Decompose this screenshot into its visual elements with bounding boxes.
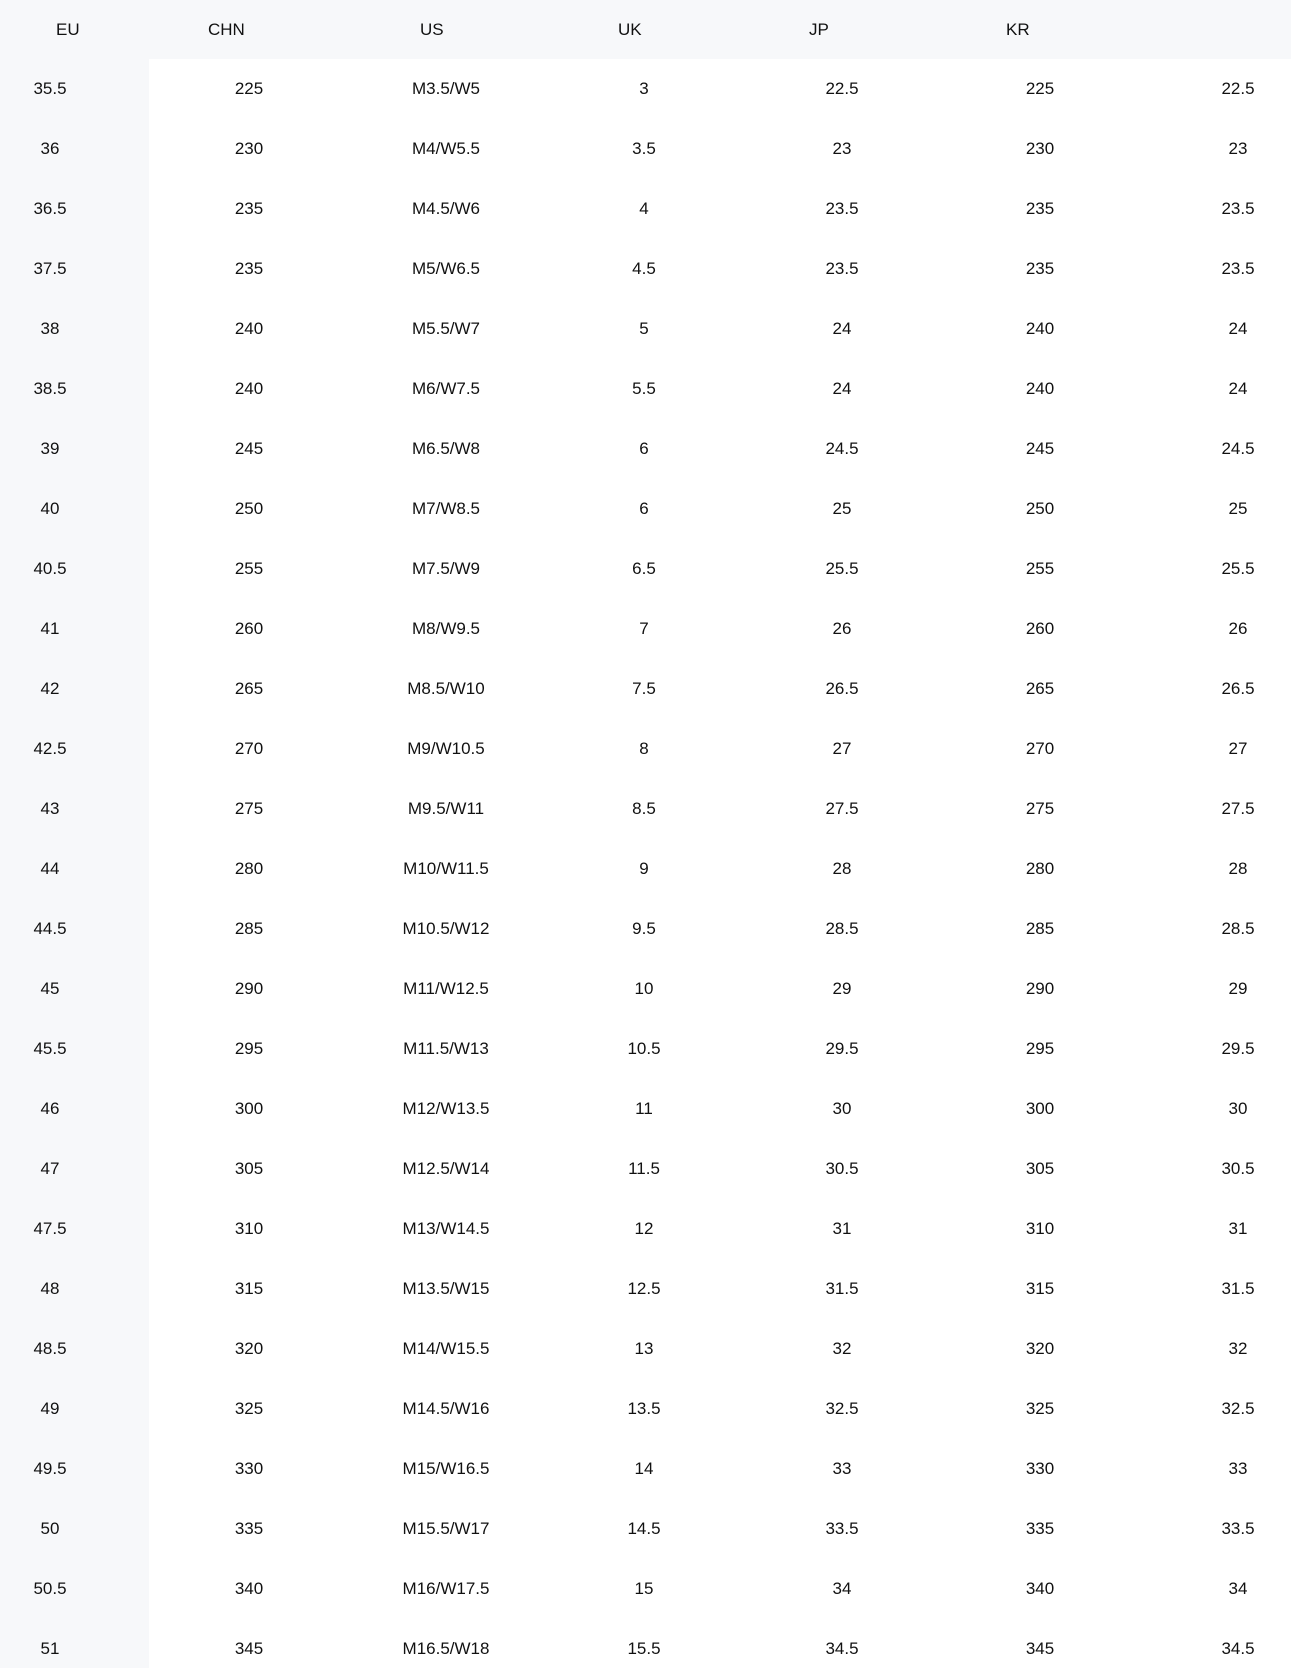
cell-jp: 26 [832,619,852,638]
cell-jp: 34.5 [825,1639,859,1658]
cell-eu: 47.5 [33,1219,67,1238]
cell-us: M4/W5.5 [411,139,481,158]
cell-uk: 10 [634,979,654,998]
cell-jp: 33 [832,1459,852,1478]
cell-us: M16/W17.5 [402,1579,490,1598]
cell-extra: 32 [1228,1339,1248,1358]
cell-us: M3.5/W5 [411,79,481,98]
cell-uk: 12.5 [627,1279,661,1298]
table-row [0,539,1291,599]
table-row [0,1379,1291,1439]
cell-extra: 34.5 [1221,1639,1255,1658]
cell-kr: 255 [1025,559,1055,578]
cell-uk: 15.5 [627,1639,661,1658]
cell-kr: 345 [1025,1639,1055,1658]
cell-extra: 27 [1228,739,1248,758]
table-row [0,1139,1291,1199]
cell-eu: 42.5 [33,739,67,758]
cell-eu: 45 [40,979,60,998]
cell-jp: 34 [832,1579,852,1598]
table-row [0,299,1291,359]
cell-chn: 290 [234,979,264,998]
cell-us: M7.5/W9 [411,559,481,578]
cell-extra: 22.5 [1221,79,1255,98]
cell-us: M16.5/W18 [402,1639,490,1658]
cell-chn: 330 [234,1459,264,1478]
cell-uk: 8.5 [632,799,656,818]
cell-extra: 30 [1228,1099,1248,1118]
cell-jp: 22.5 [825,79,859,98]
cell-kr: 340 [1025,1579,1055,1598]
cell-us: M14/W15.5 [402,1339,490,1358]
cell-kr: 240 [1025,319,1055,338]
cell-extra: 26 [1228,619,1248,638]
cell-extra: 31.5 [1221,1279,1255,1298]
cell-chn: 235 [234,259,264,278]
cell-kr: 295 [1025,1039,1055,1058]
cell-kr: 305 [1025,1159,1055,1178]
cell-eu: 40 [40,499,60,518]
cell-kr: 235 [1025,259,1055,278]
table-row [0,1319,1291,1379]
cell-uk: 5 [639,319,649,338]
table-row [0,1019,1291,1079]
cell-uk: 12 [634,1219,654,1238]
cell-us: M7/W8.5 [411,499,481,518]
cell-chn: 255 [234,559,264,578]
cell-uk: 7.5 [632,679,656,698]
cell-kr: 235 [1025,199,1055,218]
cell-extra: 33 [1228,1459,1248,1478]
cell-extra: 29 [1228,979,1248,998]
cell-eu: 49.5 [33,1459,67,1478]
cell-jp: 25.5 [825,559,859,578]
cell-kr: 285 [1025,919,1055,938]
cell-chn: 275 [234,799,264,818]
size-table-body [0,59,1291,1679]
cell-eu: 37.5 [33,259,67,278]
cell-kr: 265 [1025,679,1055,698]
cell-us: M11.5/W13 [403,1039,489,1058]
cell-extra: 32.5 [1221,1399,1255,1418]
table-row [0,359,1291,419]
cell-kr: 300 [1025,1099,1055,1118]
size-table-header [0,0,1291,59]
cell-jp: 31 [832,1219,852,1238]
cell-uk: 9 [639,859,649,878]
cell-us: M14.5/W16 [402,1399,490,1418]
cell-extra: 24 [1228,379,1248,398]
table-row [0,719,1291,779]
cell-eu: 41 [40,619,60,638]
cell-jp: 30.5 [825,1159,859,1178]
cell-jp: 27.5 [825,799,859,818]
cell-uk: 3 [639,79,649,98]
cell-us: M10.5/W12 [402,919,490,938]
table-row [0,59,1291,119]
cell-chn: 315 [234,1279,264,1298]
table-row [0,1259,1291,1319]
cell-extra: 30.5 [1221,1159,1255,1178]
cell-jp: 31.5 [825,1279,859,1298]
cell-jp: 28.5 [825,919,859,938]
cell-kr: 225 [1025,79,1055,98]
cell-chn: 345 [234,1639,264,1658]
header-chn: CHN [208,20,245,39]
cell-eu: 35.5 [33,79,67,98]
cell-jp: 32.5 [825,1399,859,1418]
cell-us: M5/W6.5 [411,259,481,278]
header-uk: UK [618,20,642,39]
cell-eu: 50.5 [33,1579,67,1598]
cell-extra: 25.5 [1221,559,1255,578]
cell-eu: 49 [40,1399,60,1418]
cell-kr: 290 [1025,979,1055,998]
cell-chn: 240 [234,379,264,398]
cell-eu: 47 [40,1159,60,1178]
cell-extra: 28.5 [1221,919,1255,938]
cell-kr: 330 [1025,1459,1055,1478]
header-jp: JP [809,20,829,39]
cell-chn: 295 [234,1039,264,1058]
cell-chn: 270 [234,739,264,758]
table-row [0,959,1291,1019]
cell-kr: 230 [1025,139,1055,158]
cell-chn: 305 [234,1159,264,1178]
table-row [0,839,1291,899]
cell-us: M6/W7.5 [411,379,481,398]
table-row [0,779,1291,839]
cell-eu: 48 [40,1279,60,1298]
cell-jp: 26.5 [825,679,859,698]
table-row [0,1199,1291,1259]
cell-eu: 44 [40,859,60,878]
cell-kr: 240 [1025,379,1055,398]
cell-kr: 245 [1025,439,1055,458]
cell-eu: 38.5 [33,379,67,398]
cell-eu: 36.5 [33,199,67,218]
cell-us: M8/W9.5 [411,619,481,638]
cell-uk: 6 [639,439,649,458]
cell-uk: 6.5 [632,559,656,578]
cell-eu: 45.5 [33,1039,67,1058]
cell-uk: 5.5 [632,379,656,398]
table-row [0,419,1291,479]
cell-uk: 4.5 [632,259,656,278]
cell-chn: 310 [234,1219,264,1238]
cell-kr: 315 [1025,1279,1055,1298]
cell-uk: 3.5 [632,139,656,158]
cell-jp: 24.5 [825,439,859,458]
cell-jp: 27 [832,739,852,758]
cell-extra: 23.5 [1221,259,1255,278]
cell-chn: 300 [234,1099,264,1118]
cell-kr: 325 [1025,1399,1055,1418]
cell-us: M13.5/W15 [402,1279,490,1298]
cell-eu: 39 [40,439,60,458]
cell-us: M15/W16.5 [402,1459,490,1478]
cell-kr: 320 [1025,1339,1055,1358]
header-kr: KR [1006,20,1030,39]
table-row [0,1619,1291,1679]
cell-jp: 24 [832,379,852,398]
cell-us: M12.5/W14 [402,1159,490,1178]
cell-jp: 25 [832,499,852,518]
cell-eu: 44.5 [33,919,67,938]
cell-uk: 13 [634,1339,654,1358]
cell-chn: 320 [234,1339,264,1358]
cell-uk: 10.5 [627,1039,661,1058]
cell-uk: 13.5 [627,1399,661,1418]
cell-uk: 7 [639,619,649,638]
cell-eu: 42 [40,679,60,698]
cell-extra: 23.5 [1221,199,1255,218]
cell-uk: 6 [639,499,649,518]
cell-us: M6.5/W8 [411,439,481,458]
cell-eu: 36 [40,139,60,158]
table-row [0,119,1291,179]
cell-eu: 48.5 [33,1339,67,1358]
cell-jp: 30 [832,1099,852,1118]
cell-uk: 14 [634,1459,654,1478]
table-row [0,659,1291,719]
cell-kr: 270 [1025,739,1055,758]
cell-jp: 29.5 [825,1039,859,1058]
cell-jp: 23.5 [825,199,859,218]
cell-eu: 40.5 [33,559,67,578]
cell-extra: 26.5 [1221,679,1255,698]
cell-jp: 23.5 [825,259,859,278]
cell-eu: 46 [40,1099,60,1118]
cell-chn: 245 [234,439,264,458]
cell-uk: 11 [635,1099,653,1118]
cell-us: M9.5/W11 [407,799,485,818]
cell-jp: 24 [832,319,852,338]
cell-chn: 225 [234,79,264,98]
cell-us: M15.5/W17 [402,1519,490,1538]
cell-chn: 260 [234,619,264,638]
cell-uk: 4 [639,199,649,218]
cell-us: M4.5/W6 [411,199,481,218]
cell-chn: 250 [234,499,264,518]
cell-us: M9/W10.5 [407,739,485,758]
cell-uk: 11.5 [628,1159,660,1178]
cell-us: M5.5/W7 [411,319,481,338]
table-row [0,179,1291,239]
cell-chn: 235 [234,199,264,218]
table-row [0,1559,1291,1619]
cell-extra: 24 [1228,319,1248,338]
cell-extra: 28 [1228,859,1248,878]
cell-extra: 25 [1228,499,1248,518]
cell-extra: 23 [1228,139,1248,158]
cell-eu: 50 [40,1519,60,1538]
cell-eu: 43 [40,799,60,818]
cell-us: M8.5/W10 [407,679,485,698]
cell-extra: 27.5 [1221,799,1255,818]
cell-chn: 340 [234,1579,264,1598]
cell-us: M10/W11.5 [403,859,489,878]
cell-kr: 335 [1025,1519,1055,1538]
cell-chn: 335 [234,1519,264,1538]
header-eu: EU [56,20,80,39]
table-row [0,239,1291,299]
cell-jp: 28 [832,859,852,878]
cell-jp: 33.5 [825,1519,859,1538]
cell-chn: 230 [234,139,264,158]
cell-kr: 310 [1025,1219,1055,1238]
cell-chn: 285 [234,919,264,938]
cell-eu: 51 [40,1639,60,1658]
cell-chn: 240 [234,319,264,338]
cell-uk: 14.5 [627,1519,661,1538]
cell-extra: 29.5 [1221,1039,1255,1058]
cell-kr: 250 [1025,499,1055,518]
cell-chn: 265 [234,679,264,698]
cell-us: M12/W13.5 [402,1099,490,1118]
cell-uk: 8 [639,739,649,758]
table-row [0,1079,1291,1139]
cell-jp: 23 [832,139,852,158]
cell-uk: 9.5 [632,919,656,938]
table-row [0,599,1291,659]
cell-eu: 38 [40,319,60,338]
cell-kr: 260 [1025,619,1055,638]
cell-extra: 24.5 [1221,439,1255,458]
cell-chn: 325 [234,1399,264,1418]
cell-uk: 15 [634,1579,654,1598]
cell-us: M11/W12.5 [403,979,489,998]
table-row [0,1499,1291,1559]
header-us: US [420,20,444,39]
cell-jp: 29 [832,979,852,998]
table-row [0,899,1291,959]
table-row [0,479,1291,539]
cell-jp: 32 [832,1339,852,1358]
cell-extra: 34 [1228,1579,1248,1598]
cell-extra: 33.5 [1221,1519,1255,1538]
cell-kr: 280 [1025,859,1055,878]
cell-extra: 31 [1228,1219,1248,1238]
cell-chn: 280 [234,859,264,878]
table-row [0,1439,1291,1499]
cell-kr: 275 [1025,799,1055,818]
cell-us: M13/W14.5 [402,1219,490,1238]
